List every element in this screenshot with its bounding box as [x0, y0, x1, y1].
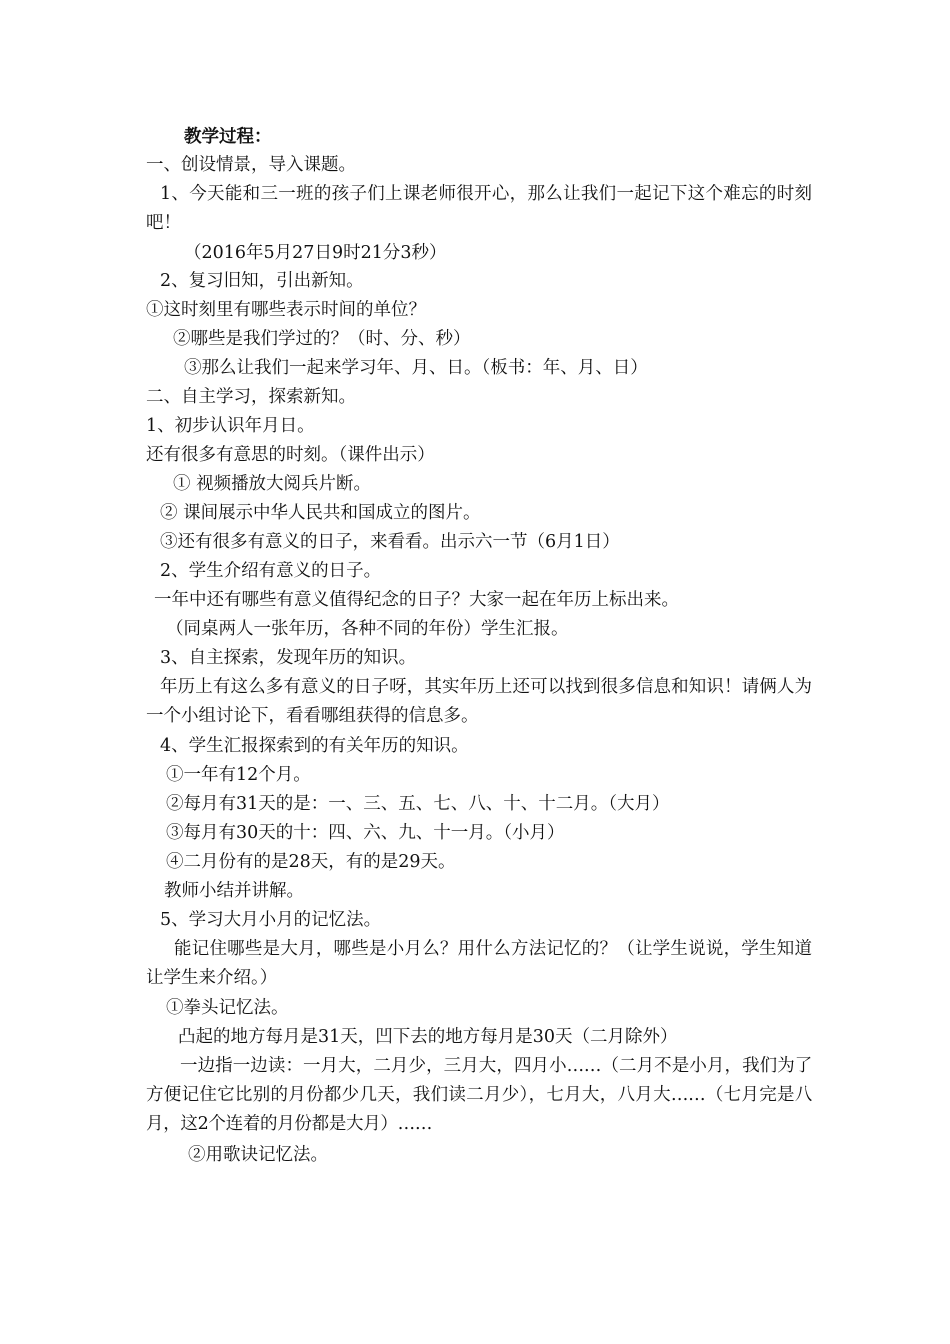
paragraph-line: 一年中还有哪些有意义值得纪念的日子？大家一起在年历上标出来。: [154, 590, 679, 610]
paragraph-line: 4、学生汇报探索到的有关年历的知识。: [160, 736, 469, 756]
paragraph-line: 还有很多有意思的时刻。（课件出示）: [146, 445, 435, 465]
paragraph-line: 一边指一边读：一月大，二月少，三月大，四月小……（二月不是小月，我们为了方便记住它比别的月份都少几天，我们读二月少），七月大，八月大……（七月完是八月，这2个连着的月份都是大月）……: [146, 1056, 812, 1134]
paragraph-line: 教师小结并讲解。: [164, 881, 304, 901]
paragraph-line: ④二月份有的是28天，有的是29天。: [166, 852, 456, 872]
paragraph-line: 年历上有这么多有意义的日子呀，其实年历上还可以找到很多信息和知识！请俩人为一个小组讨论下，看看哪组获得的信息多。: [146, 677, 812, 726]
paragraph-line: ①拳头记忆法。: [166, 998, 289, 1018]
paragraph-line: ① 视频播放大阅兵片断。: [173, 474, 372, 494]
paragraph-line: 凸起的地方每月是31天，凹下去的地方每月是30天（二月除外）: [178, 1027, 678, 1047]
paragraph-line: 一、创设情景，导入课题。: [146, 155, 356, 175]
paragraph-line: ②每月有31天的是：一、三、五、七、八、十、十二月。（大月）: [166, 794, 670, 814]
paragraph-line: 能记住哪些是大月，哪些是小月么？用什么方法记忆的？（让学生说说，学生知道让学生来介绍。）: [146, 939, 812, 988]
paragraph-line: ③那么让我们一起来学习年、月、日。（板书：年、月、日）: [184, 358, 648, 378]
paragraph-line: ② 课间展示中华人民共和国成立的图片。: [160, 503, 481, 523]
paragraph-line: 2、复习旧知，引出新知。: [160, 271, 364, 291]
paragraph-line: 3、自主探索，发现年历的知识。: [160, 648, 417, 668]
paragraph-line: 2、学生介绍有意义的日子。: [160, 561, 382, 581]
paragraph-line: （2016年5月27日9时21分3秒）: [184, 243, 447, 263]
paragraph-line: 1、初步认识年月日。: [146, 416, 315, 436]
paragraph-line: 5、学习大月小月的记忆法。: [160, 910, 382, 930]
paragraph-line: （同桌两人一张年历，各种不同的年份）学生汇报。: [166, 619, 569, 639]
paragraph-line: 二、自主学习，探索新知。: [146, 387, 356, 407]
paragraph-line: ③每月有30天的十：四、六、九、十一月。（小月）: [166, 823, 565, 843]
paragraph-line: ③还有很多有意义的日子，来看看。出示六一节（6月1日）: [160, 532, 620, 552]
paragraph-line: ①这时刻里有哪些表示时间的单位？: [146, 300, 426, 320]
paragraph-line: ②用歌诀记忆法。: [188, 1145, 328, 1165]
paragraph-line: ①一年有12个月。: [166, 765, 311, 785]
paragraph-line: ②哪些是我们学过的？（时、分、秒）: [173, 329, 471, 349]
section-heading: 教学过程：: [184, 127, 272, 147]
paragraph-line: 1、今天能和三一班的孩子们上课老师很开心，那么让我们一起记下这个难忘的时刻吧！: [146, 184, 812, 233]
